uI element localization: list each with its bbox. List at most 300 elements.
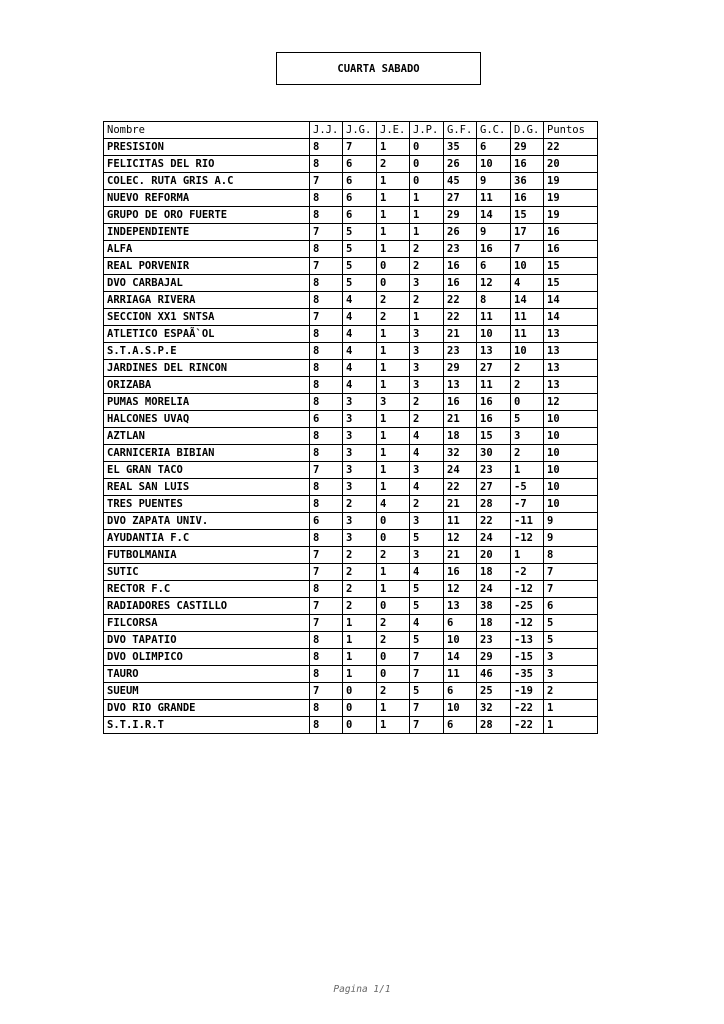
cell-jj: 8 — [310, 428, 343, 445]
cell-gf: 45 — [444, 173, 477, 190]
cell-pts: 10 — [544, 462, 598, 479]
table-row — [104, 428, 598, 445]
cell-gc: 12 — [477, 275, 511, 292]
cell-team-name: NUEVO REFORMA — [104, 190, 310, 207]
table-row — [104, 173, 598, 190]
cell-jg: 2 — [343, 598, 377, 615]
cell-je: 0 — [377, 649, 410, 666]
cell-gc: 27 — [477, 479, 511, 496]
cell-pts: 7 — [544, 581, 598, 598]
cell-jp: 7 — [410, 666, 444, 683]
cell-team-name: JARDINES DEL RINCON — [104, 360, 310, 377]
standings-table — [103, 121, 598, 734]
cell-pts: 1 — [544, 700, 598, 717]
table-row — [104, 139, 598, 156]
cell-gc: 29 — [477, 649, 511, 666]
cell-pts: 7 — [544, 564, 598, 581]
cell-gc: 11 — [477, 309, 511, 326]
cell-dg: 1 — [511, 547, 544, 564]
cell-pts: 19 — [544, 207, 598, 224]
cell-je: 1 — [377, 700, 410, 717]
cell-jp: 2 — [410, 411, 444, 428]
cell-jj: 7 — [310, 598, 343, 615]
cell-jp: 3 — [410, 547, 444, 564]
cell-gf: 14 — [444, 649, 477, 666]
cell-team-name: DVO OLIMPICO — [104, 649, 310, 666]
cell-jg: 3 — [343, 428, 377, 445]
table-row — [104, 258, 598, 275]
cell-je: 0 — [377, 598, 410, 615]
cell-jj: 8 — [310, 530, 343, 547]
cell-dg: -12 — [511, 581, 544, 598]
page-footer: Pagina 1/1 — [333, 984, 391, 995]
cell-gc: 9 — [477, 224, 511, 241]
table-row — [104, 292, 598, 309]
table-row — [104, 275, 598, 292]
cell-jp: 7 — [410, 649, 444, 666]
cell-gc: 22 — [477, 513, 511, 530]
cell-gc: 32 — [477, 700, 511, 717]
cell-jj: 7 — [310, 462, 343, 479]
cell-pts: 16 — [544, 241, 598, 258]
table-row — [104, 564, 598, 581]
cell-je: 1 — [377, 139, 410, 156]
cell-jg: 3 — [343, 411, 377, 428]
table-row — [104, 445, 598, 462]
table-row — [104, 309, 598, 326]
cell-dg: -5 — [511, 479, 544, 496]
cell-gc: 28 — [477, 496, 511, 513]
cell-gf: 21 — [444, 547, 477, 564]
cell-je: 0 — [377, 275, 410, 292]
table-row — [104, 581, 598, 598]
cell-jg: 3 — [343, 530, 377, 547]
cell-pts: 14 — [544, 309, 598, 326]
table-row — [104, 615, 598, 632]
cell-jj: 8 — [310, 479, 343, 496]
cell-team-name: AYUDANTIA F.C — [104, 530, 310, 547]
cell-team-name: ATLETICO ESPAÃ`OL — [104, 326, 310, 343]
table-row — [104, 156, 598, 173]
header-gf: G.F. — [444, 122, 477, 139]
cell-jj: 8 — [310, 666, 343, 683]
cell-gc: 10 — [477, 156, 511, 173]
cell-pts: 10 — [544, 496, 598, 513]
cell-dg: 2 — [511, 360, 544, 377]
cell-gc: 23 — [477, 632, 511, 649]
cell-pts: 10 — [544, 428, 598, 445]
cell-jg: 3 — [343, 445, 377, 462]
cell-jg: 1 — [343, 615, 377, 632]
cell-dg: 11 — [511, 309, 544, 326]
cell-team-name: FILCORSA — [104, 615, 310, 632]
cell-dg: 2 — [511, 377, 544, 394]
cell-team-name: CARNICERIA BIBIAN — [104, 445, 310, 462]
cell-gf: 22 — [444, 309, 477, 326]
cell-team-name: SUEUM — [104, 683, 310, 700]
cell-pts: 9 — [544, 530, 598, 547]
cell-pts: 1 — [544, 717, 598, 734]
cell-jp: 4 — [410, 428, 444, 445]
cell-dg: 16 — [511, 190, 544, 207]
cell-jg: 6 — [343, 156, 377, 173]
cell-pts: 12 — [544, 394, 598, 411]
cell-jp: 0 — [410, 139, 444, 156]
cell-pts: 8 — [544, 547, 598, 564]
cell-jj: 8 — [310, 343, 343, 360]
cell-team-name: DVO CARBAJAL — [104, 275, 310, 292]
cell-dg: 1 — [511, 462, 544, 479]
cell-gc: 8 — [477, 292, 511, 309]
cell-jg: 0 — [343, 717, 377, 734]
table-row — [104, 496, 598, 513]
cell-gf: 24 — [444, 462, 477, 479]
cell-gf: 35 — [444, 139, 477, 156]
cell-je: 1 — [377, 241, 410, 258]
cell-team-name: TRES PUENTES — [104, 496, 310, 513]
cell-team-name: SUTIC — [104, 564, 310, 581]
cell-jg: 7 — [343, 139, 377, 156]
cell-dg: -12 — [511, 615, 544, 632]
cell-jj: 7 — [310, 258, 343, 275]
cell-pts: 22 — [544, 139, 598, 156]
cell-gf: 16 — [444, 564, 477, 581]
header-pts: Puntos — [544, 122, 598, 139]
cell-team-name: REAL PORVENIR — [104, 258, 310, 275]
cell-jp: 4 — [410, 615, 444, 632]
cell-jj: 8 — [310, 632, 343, 649]
cell-gf: 29 — [444, 360, 477, 377]
cell-jp: 3 — [410, 462, 444, 479]
table-header-row — [104, 122, 598, 139]
cell-dg: -12 — [511, 530, 544, 547]
cell-jp: 2 — [410, 292, 444, 309]
table-row — [104, 513, 598, 530]
cell-gc: 16 — [477, 241, 511, 258]
cell-je: 1 — [377, 207, 410, 224]
cell-gc: 28 — [477, 717, 511, 734]
cell-je: 4 — [377, 496, 410, 513]
cell-jj: 8 — [310, 700, 343, 717]
cell-jp: 2 — [410, 258, 444, 275]
cell-jg: 3 — [343, 513, 377, 530]
cell-gf: 16 — [444, 275, 477, 292]
cell-gf: 23 — [444, 241, 477, 258]
cell-gf: 6 — [444, 717, 477, 734]
cell-jj: 7 — [310, 615, 343, 632]
cell-jp: 5 — [410, 581, 444, 598]
table-row — [104, 479, 598, 496]
cell-jp: 5 — [410, 530, 444, 547]
cell-je: 1 — [377, 360, 410, 377]
cell-je: 1 — [377, 581, 410, 598]
cell-dg: 2 — [511, 445, 544, 462]
cell-gc: 23 — [477, 462, 511, 479]
cell-team-name: HALCONES UVAQ — [104, 411, 310, 428]
cell-gf: 21 — [444, 496, 477, 513]
cell-gf: 11 — [444, 513, 477, 530]
cell-je: 0 — [377, 530, 410, 547]
cell-jp: 1 — [410, 309, 444, 326]
cell-gf: 21 — [444, 411, 477, 428]
cell-jj: 7 — [310, 564, 343, 581]
cell-gc: 24 — [477, 581, 511, 598]
cell-pts: 13 — [544, 377, 598, 394]
cell-team-name: S.T.I.R.T — [104, 717, 310, 734]
cell-gf: 11 — [444, 666, 477, 683]
cell-dg: 0 — [511, 394, 544, 411]
cell-gf: 26 — [444, 224, 477, 241]
cell-team-name: RECTOR F.C — [104, 581, 310, 598]
cell-gf: 27 — [444, 190, 477, 207]
cell-dg: 36 — [511, 173, 544, 190]
cell-team-name: S.T.A.S.P.E — [104, 343, 310, 360]
cell-jp: 4 — [410, 564, 444, 581]
cell-gf: 10 — [444, 700, 477, 717]
cell-jj: 7 — [310, 173, 343, 190]
cell-jj: 8 — [310, 156, 343, 173]
cell-jg: 2 — [343, 547, 377, 564]
cell-jp: 2 — [410, 496, 444, 513]
cell-jj: 8 — [310, 275, 343, 292]
cell-gc: 10 — [477, 326, 511, 343]
cell-jp: 7 — [410, 700, 444, 717]
cell-pts: 5 — [544, 632, 598, 649]
cell-je: 1 — [377, 224, 410, 241]
cell-gf: 23 — [444, 343, 477, 360]
cell-je: 1 — [377, 717, 410, 734]
cell-team-name: FUTBOLMANIA — [104, 547, 310, 564]
cell-jg: 4 — [343, 326, 377, 343]
table-row — [104, 394, 598, 411]
cell-jp: 3 — [410, 377, 444, 394]
cell-jj: 8 — [310, 360, 343, 377]
cell-dg: 14 — [511, 292, 544, 309]
cell-dg: 4 — [511, 275, 544, 292]
cell-dg: 10 — [511, 343, 544, 360]
cell-pts: 10 — [544, 479, 598, 496]
cell-jg: 2 — [343, 496, 377, 513]
table-row — [104, 377, 598, 394]
cell-gf: 22 — [444, 479, 477, 496]
cell-jp: 3 — [410, 513, 444, 530]
cell-team-name: DVO RIO GRANDE — [104, 700, 310, 717]
cell-team-name: INDEPENDIENTE — [104, 224, 310, 241]
cell-jp: 3 — [410, 343, 444, 360]
cell-pts: 10 — [544, 411, 598, 428]
cell-je: 1 — [377, 428, 410, 445]
cell-team-name: GRUPO DE ORO FUERTE — [104, 207, 310, 224]
cell-jg: 2 — [343, 564, 377, 581]
cell-team-name: ARRIAGA RIVERA — [104, 292, 310, 309]
cell-pts: 5 — [544, 615, 598, 632]
cell-pts: 14 — [544, 292, 598, 309]
cell-jg: 5 — [343, 275, 377, 292]
cell-jg: 1 — [343, 666, 377, 683]
table-row — [104, 547, 598, 564]
cell-jp: 4 — [410, 445, 444, 462]
table-row — [104, 190, 598, 207]
cell-jj: 7 — [310, 309, 343, 326]
cell-team-name: PRESISION — [104, 139, 310, 156]
cell-gc: 46 — [477, 666, 511, 683]
cell-jp: 2 — [410, 394, 444, 411]
table-row — [104, 241, 598, 258]
cell-team-name: REAL SAN LUIS — [104, 479, 310, 496]
cell-jg: 2 — [343, 581, 377, 598]
cell-jp: 1 — [410, 224, 444, 241]
cell-jj: 8 — [310, 581, 343, 598]
table-row — [104, 224, 598, 241]
cell-gc: 16 — [477, 411, 511, 428]
cell-gc: 24 — [477, 530, 511, 547]
cell-je: 2 — [377, 615, 410, 632]
cell-pts: 15 — [544, 275, 598, 292]
cell-team-name: AZTLAN — [104, 428, 310, 445]
cell-gf: 6 — [444, 683, 477, 700]
header-je: J.E. — [377, 122, 410, 139]
cell-gf: 18 — [444, 428, 477, 445]
cell-gc: 11 — [477, 377, 511, 394]
cell-jp: 5 — [410, 598, 444, 615]
cell-pts: 9 — [544, 513, 598, 530]
cell-jg: 5 — [343, 241, 377, 258]
cell-jp: 0 — [410, 173, 444, 190]
cell-jp: 1 — [410, 207, 444, 224]
cell-jp: 3 — [410, 360, 444, 377]
table-row — [104, 666, 598, 683]
cell-pts: 10 — [544, 445, 598, 462]
table-row — [104, 411, 598, 428]
cell-jp: 4 — [410, 479, 444, 496]
cell-jg: 4 — [343, 377, 377, 394]
cell-jj: 8 — [310, 139, 343, 156]
cell-gf: 21 — [444, 326, 477, 343]
cell-dg: 10 — [511, 258, 544, 275]
table-row — [104, 360, 598, 377]
cell-jg: 0 — [343, 683, 377, 700]
cell-jj: 7 — [310, 683, 343, 700]
cell-gf: 10 — [444, 632, 477, 649]
cell-dg: 11 — [511, 326, 544, 343]
cell-gc: 18 — [477, 564, 511, 581]
table-row — [104, 598, 598, 615]
header-name: Nombre — [104, 122, 310, 139]
cell-jg: 3 — [343, 394, 377, 411]
cell-jg: 5 — [343, 258, 377, 275]
cell-gc: 6 — [477, 258, 511, 275]
cell-jj: 6 — [310, 513, 343, 530]
cell-je: 0 — [377, 513, 410, 530]
cell-gc: 6 — [477, 139, 511, 156]
cell-je: 0 — [377, 666, 410, 683]
cell-pts: 16 — [544, 224, 598, 241]
cell-team-name: COLEC. RUTA GRIS A.C — [104, 173, 310, 190]
cell-je: 1 — [377, 479, 410, 496]
cell-jj: 7 — [310, 547, 343, 564]
cell-gc: 30 — [477, 445, 511, 462]
cell-jp: 2 — [410, 241, 444, 258]
cell-je: 3 — [377, 394, 410, 411]
cell-jj: 8 — [310, 717, 343, 734]
cell-dg: -22 — [511, 717, 544, 734]
cell-jj: 6 — [310, 411, 343, 428]
cell-pts: 13 — [544, 326, 598, 343]
cell-dg: -35 — [511, 666, 544, 683]
cell-jj: 8 — [310, 190, 343, 207]
cell-gc: 25 — [477, 683, 511, 700]
cell-jg: 4 — [343, 309, 377, 326]
cell-dg: 5 — [511, 411, 544, 428]
cell-dg: 16 — [511, 156, 544, 173]
cell-gf: 13 — [444, 377, 477, 394]
cell-gf: 32 — [444, 445, 477, 462]
cell-jp: 5 — [410, 683, 444, 700]
cell-team-name: TAURO — [104, 666, 310, 683]
cell-je: 1 — [377, 564, 410, 581]
cell-pts: 3 — [544, 666, 598, 683]
cell-jg: 1 — [343, 632, 377, 649]
cell-jg: 6 — [343, 207, 377, 224]
cell-team-name: PUMAS MORELIA — [104, 394, 310, 411]
table-row — [104, 462, 598, 479]
cell-jg: 4 — [343, 360, 377, 377]
cell-jg: 3 — [343, 479, 377, 496]
cell-je: 2 — [377, 309, 410, 326]
cell-team-name: RADIADORES CASTILLO — [104, 598, 310, 615]
page-title: CUARTA SABADO — [276, 52, 481, 85]
cell-je: 2 — [377, 683, 410, 700]
cell-jj: 8 — [310, 445, 343, 462]
cell-jj: 8 — [310, 394, 343, 411]
cell-je: 1 — [377, 343, 410, 360]
cell-gf: 26 — [444, 156, 477, 173]
table-row — [104, 207, 598, 224]
cell-dg: 7 — [511, 241, 544, 258]
cell-pts: 2 — [544, 683, 598, 700]
cell-je: 0 — [377, 258, 410, 275]
cell-dg: -7 — [511, 496, 544, 513]
cell-pts: 15 — [544, 258, 598, 275]
cell-gc: 9 — [477, 173, 511, 190]
cell-je: 1 — [377, 462, 410, 479]
cell-gc: 14 — [477, 207, 511, 224]
header-jj: J.J. — [310, 122, 343, 139]
cell-je: 2 — [377, 632, 410, 649]
cell-pts: 3 — [544, 649, 598, 666]
cell-gf: 22 — [444, 292, 477, 309]
cell-dg: 15 — [511, 207, 544, 224]
cell-dg: -19 — [511, 683, 544, 700]
cell-gf: 6 — [444, 615, 477, 632]
cell-dg: 3 — [511, 428, 544, 445]
table-row — [104, 326, 598, 343]
cell-je: 1 — [377, 377, 410, 394]
cell-team-name: DVO ZAPATA UNIV. — [104, 513, 310, 530]
cell-pts: 13 — [544, 360, 598, 377]
cell-jg: 6 — [343, 190, 377, 207]
cell-jg: 6 — [343, 173, 377, 190]
cell-pts: 19 — [544, 173, 598, 190]
header-jg: J.G. — [343, 122, 377, 139]
table-row — [104, 343, 598, 360]
cell-dg: -22 — [511, 700, 544, 717]
cell-gc: 27 — [477, 360, 511, 377]
cell-dg: -2 — [511, 564, 544, 581]
cell-je: 1 — [377, 411, 410, 428]
cell-jj: 8 — [310, 377, 343, 394]
cell-jg: 4 — [343, 343, 377, 360]
